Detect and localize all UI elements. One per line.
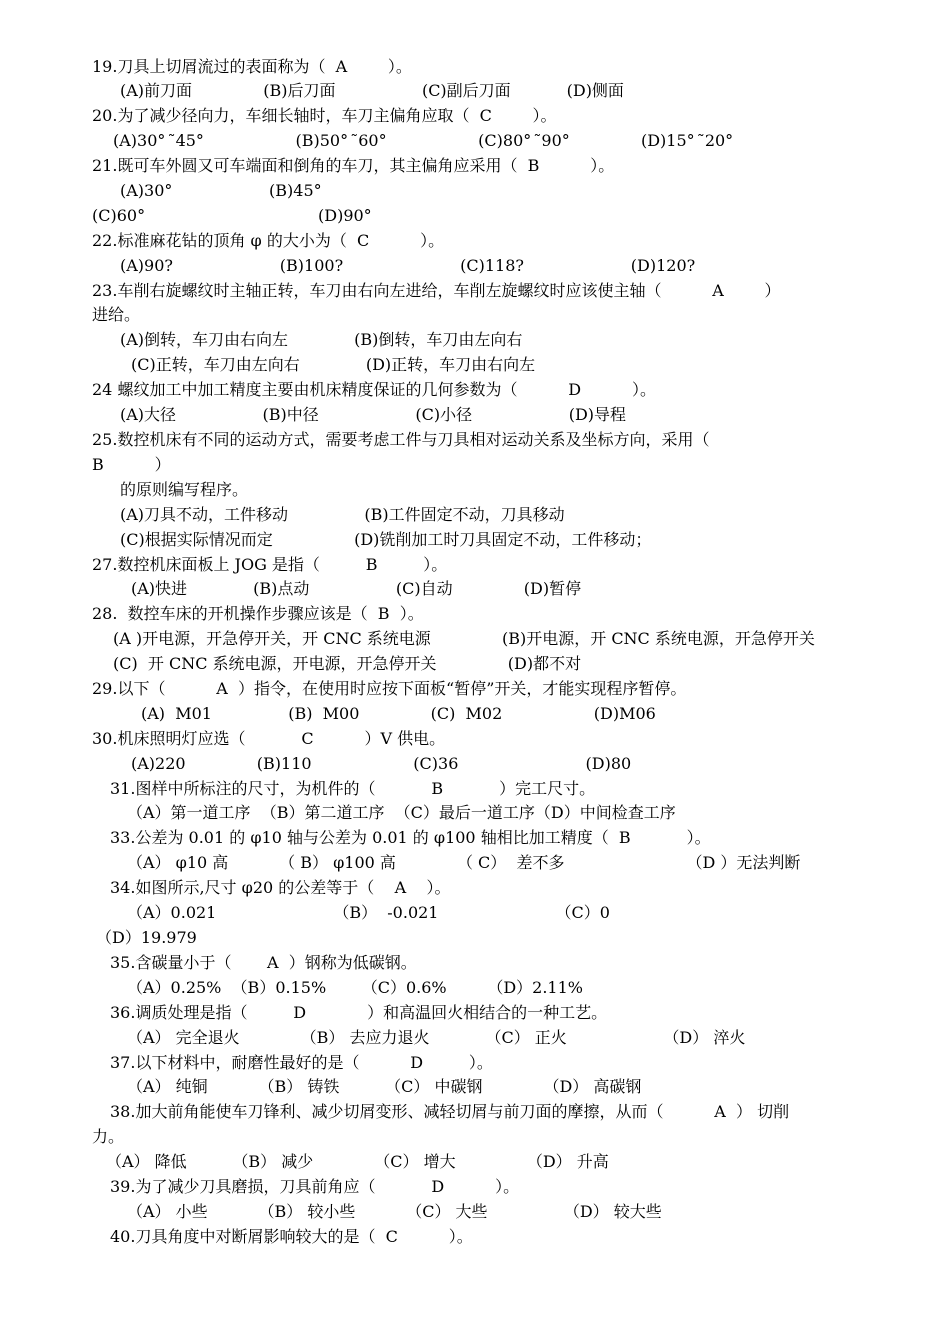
question-39-options: （A） 小些 （B） 较小些 （C） 大些 （D） 较大些	[127, 1202, 662, 1221]
question-22-options: (A)90? (B)100? (C)118? (D)120?	[120, 256, 696, 275]
question-39-stem: 39.为了减少刀具磨损，刀具前角应（ D ）。	[110, 1177, 520, 1196]
question-28-options-1: (A )开电源，开急停开关，开 CNC 系统电源 (B)开电源，开 CNC 系统电源，开急停开关	[113, 629, 815, 648]
question-20-options: (A)30° ̃45° (B)50° ̃60° (C)80° ̃90° (D)15° ̃20°	[113, 131, 734, 150]
question-31-stem: 31.图样中所标注的尺寸，为机件的（ B ）完工尺寸。	[110, 779, 596, 798]
question-35-stem: 35.含碳量小于（ A ）钢称为低碳钢。	[110, 953, 417, 972]
question-38-stem: 38.加大前角能使车刀锋利、减少切屑变形、减轻切屑与前刀面的摩擦，从而（ A ） 切削	[110, 1102, 790, 1121]
question-33-stem: 33.公差为 0.01 的 φ10 轴与公差为 0.01 的 φ100 轴相比加工精度（ B ）。	[110, 828, 711, 847]
question-20-stem: 20.为了减少径向力，车细长轴时，车刀主偏角应取（ C ）。	[92, 106, 557, 125]
question-25-answer: B ）	[92, 455, 171, 474]
question-40-stem: 40.刀具角度中对断屑影响较大的是（ C ）。	[110, 1227, 473, 1246]
question-30-options: (A)220 (B)110 (C)36 (D)80	[131, 754, 632, 773]
question-19-options: (A)前刀面 (B)后刀面 (C)副后刀面 (D)侧面	[120, 81, 624, 100]
question-38-stem-cont: 力。	[92, 1127, 125, 1146]
question-34-options-1: （A）0.021 （B） -0.021 （C）0	[127, 903, 610, 922]
question-38-options: （A） 降低 （B） 减少 （C） 增大 （D） 升高	[106, 1152, 609, 1171]
question-36-options: （A） 完全退火 （B） 去应力退火 （C） 正火 （D） 淬火	[127, 1028, 746, 1047]
question-24-options: (A)大径 (B)中径 (C)小径 (D)导程	[120, 405, 627, 424]
question-23-options-2: (C)正转，车刀由左向右 (D)正转，车刀由右向左	[131, 355, 536, 374]
question-25-stem-cont: 的原则编写程序。	[120, 480, 249, 499]
question-21-options-1: (A)30° (B)45°	[120, 181, 322, 200]
question-25-stem: 25.数控机床有不同的运动方式，需要考虑工件与刀具相对运动关系及坐标方向，采用（	[92, 430, 710, 449]
question-24-stem: 24 螺纹加工中加工精度主要由机床精度保证的几何参数为（ D ）。	[92, 380, 656, 399]
question-29-options: (A) M01 (B) M00 (C) M02 (D)M06	[141, 704, 656, 723]
question-37-stem: 37.以下材料中，耐磨性最好的是（ D ）。	[110, 1053, 493, 1072]
question-27-options: (A)快进 (B)点动 (C)自动 (D)暂停	[131, 579, 582, 598]
question-33-options: （A） φ10 高 （ B） φ100 高 （ C） 差不多 （D ）无法判断	[127, 853, 801, 872]
question-36-stem: 36.调质处理是指（ D ）和高温回火相结合的一种工艺。	[110, 1003, 608, 1022]
question-35-options: （A）0.25% （B）0.15% （C）0.6% （D）2.11%	[127, 978, 583, 997]
question-21-stem: 21.既可车外圆又可车端面和倒角的车刀，其主偏角应采用（ B ）。	[92, 156, 615, 175]
question-23-options-1: (A)倒转，车刀由右向左 (B)倒转，车刀由左向右	[120, 330, 523, 349]
question-23-stem: 23.车削右旋螺纹时主轴正转，车刀由右向左进给，车削左旋螺纹时应该使主轴（ A ）	[92, 281, 781, 300]
question-31-options: （A）第一道工序 （B）第二道工序 （C）最后一道工序（D）中间检查工序	[127, 803, 676, 822]
question-37-options: （A） 纯铜 （B） 铸铁 （C） 中碳钢 （D） 高碳钢	[127, 1077, 642, 1096]
question-27-stem: 27.数控机床面板上 JOG 是指（ B ）。	[92, 555, 448, 574]
question-25-options-1: (A)刀具不动，工件移动 (B)工件固定不动，刀具移动	[120, 505, 565, 524]
question-22-stem: 22.标准麻花钻的顶角 φ 的大小为（ C ）。	[92, 231, 445, 250]
question-19-stem: 19.刀具上切屑流过的表面称为（ A ）。	[92, 57, 412, 76]
question-30-stem: 30.机床照明灯应选（ C ）V 供电。	[92, 729, 446, 748]
question-25-options-2: (C)根据实际情况而定 (D)铣削加工时刀具固定不动，工件移动；	[120, 530, 652, 549]
question-23-stem-cont: 进给。	[92, 305, 141, 324]
question-34-stem: 34.如图所示,尺寸 φ20 的公差等于（ A ）。	[110, 878, 451, 897]
question-28-stem: 28. 数控车床的开机操作步骤应该是（ B ）。	[92, 604, 424, 623]
question-21-options-2: (C)60° (D)90°	[92, 206, 372, 225]
question-34-options-2: （D）19.979	[96, 928, 197, 947]
question-28-options-2: (C) 开 CNC 系统电源，开电源，开急停开关 (D)都不对	[113, 654, 582, 673]
question-29-stem: 29.以下（ A ）指令，在使用时应按下面板“暂停”开关，才能实现程序暂停。	[92, 679, 687, 698]
